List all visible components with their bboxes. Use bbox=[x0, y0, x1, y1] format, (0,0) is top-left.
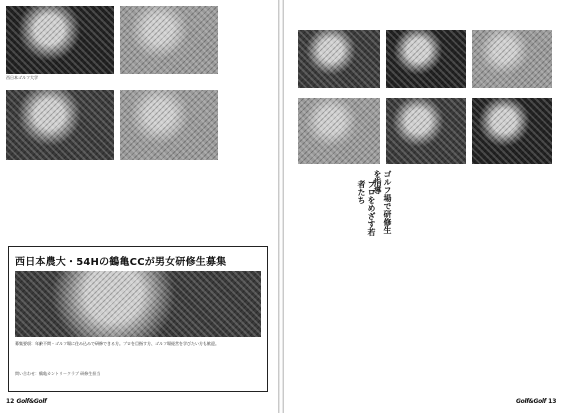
photo-right-top-3 bbox=[472, 30, 552, 88]
article-text-column bbox=[224, 6, 272, 156]
left-page bbox=[0, 0, 278, 413]
article-text-lower bbox=[6, 168, 272, 240]
magazine-logo: Golf&Golf bbox=[16, 398, 47, 405]
photo-right-top-2 bbox=[386, 30, 466, 88]
photo-right-top-1 bbox=[298, 30, 380, 88]
recruitment-ad bbox=[8, 246, 268, 392]
folio-right bbox=[516, 398, 556, 405]
article-heading-1: ゴルフ場で研修生を指導 bbox=[373, 170, 392, 234]
photo-caption: 西日本ゴルフ大学 bbox=[6, 75, 38, 80]
photo-top-left-golfers bbox=[6, 6, 114, 74]
ad-course-photo bbox=[15, 271, 261, 337]
article-heading-2: プロをめざす若者たち bbox=[357, 180, 376, 236]
right-page bbox=[284, 0, 566, 413]
ad-footer: 問い合わせ：鶴亀カントリークラブ 研修生担当 bbox=[15, 371, 101, 376]
article-text-col-c bbox=[476, 170, 552, 390]
photo-mid-right-group bbox=[120, 90, 218, 160]
folio-left bbox=[6, 398, 46, 405]
ad-body: 募集要項：年齢不問・ゴルフ場に住み込みで研修できる方。プロを目指す方、ゴルフ場経営を学びたい方も歓迎。 bbox=[15, 341, 219, 346]
page-number: 12 bbox=[6, 398, 15, 405]
article-text-col-b bbox=[396, 170, 470, 390]
article-text-col-a bbox=[298, 170, 358, 390]
photo-right-mid-portrait bbox=[298, 98, 380, 164]
page-number: 13 bbox=[548, 398, 557, 405]
ad-title: 西日本農大・54Hの鶴亀CCが男女研修生募集 bbox=[15, 257, 227, 268]
photo-mid-left-classroom bbox=[6, 90, 114, 160]
photo-top-right-office bbox=[120, 6, 218, 74]
photo-right-mid-course bbox=[472, 98, 552, 164]
magazine-logo: Golf&Golf bbox=[516, 398, 546, 405]
photo-right-mid-trees bbox=[386, 98, 466, 164]
